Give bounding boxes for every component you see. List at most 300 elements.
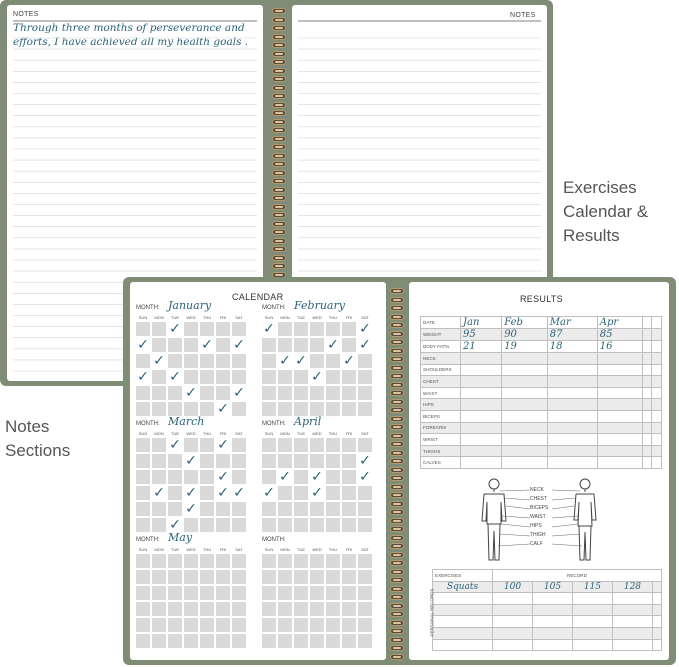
calendar-day-cell [262, 570, 276, 584]
results-cell [597, 445, 642, 457]
calendar-day-cell [262, 454, 276, 468]
spiral-ring [390, 424, 404, 430]
weekday-label: MON [280, 315, 290, 320]
results-cell [652, 410, 662, 422]
calendar-day-cell [184, 470, 198, 484]
calendar-day-cell [232, 634, 246, 648]
results-row-label: WRIST [421, 434, 461, 446]
results-cell [502, 387, 548, 399]
spiral-ring [390, 348, 404, 354]
checkmark-icon: ✓ [359, 321, 371, 337]
body-label: NECK [530, 487, 544, 493]
calendar-day-cell [326, 518, 340, 532]
calendar-day-cell [294, 402, 308, 416]
notes-sections-label [5, 415, 70, 463]
calendar-day-cell [184, 570, 198, 584]
calendar-day-cell [200, 502, 214, 516]
record-cell [612, 616, 652, 628]
spiral-ring [390, 467, 404, 473]
weekday-label: SAT [361, 431, 369, 436]
record-cell [532, 593, 572, 605]
weekday-label: WED [312, 315, 322, 320]
checkmark-icon: ✓ [153, 353, 165, 369]
calendar-day-cell [278, 518, 292, 532]
calendar-day-cell [200, 586, 214, 600]
calendar-day-cell [136, 554, 150, 568]
calendar-day-cell [184, 518, 198, 532]
results-row [421, 410, 662, 422]
calendar-day-cell [168, 602, 182, 616]
results-cell [547, 353, 597, 365]
weekday-row [136, 547, 246, 552]
spiral-ring [272, 238, 286, 244]
calendar-day-cell [278, 338, 292, 352]
weekday-label: SUN [264, 315, 274, 320]
results-cell [502, 376, 548, 388]
calendar-day-cell [200, 486, 214, 500]
record-row [433, 581, 662, 593]
checkmark-icon: ✓ [185, 453, 197, 469]
calendar-day-cell [136, 354, 150, 368]
checkmark-icon: ✓ [311, 485, 323, 501]
weekday-label: WED [186, 431, 196, 436]
results-cell [547, 387, 597, 399]
calendar-day-cell [326, 354, 340, 368]
results-cell: 18 [547, 341, 597, 353]
weekday-label: MON [280, 547, 290, 552]
results-cell [461, 399, 502, 411]
calendar-day-cell [310, 386, 324, 400]
calendar-day-cell [232, 602, 246, 616]
calendar-day-cell [136, 586, 150, 600]
weekday-label: THU [202, 431, 212, 436]
calendar-day-cell [294, 554, 308, 568]
weekday-label: TUE [297, 315, 305, 320]
calendar-day-cell [136, 502, 150, 516]
checkmark-icon: ✓ [153, 485, 165, 501]
weekday-row [262, 315, 372, 320]
month-name: January [168, 299, 212, 312]
weekday-label: TUE [171, 547, 179, 552]
calendar-day-cell [358, 486, 372, 500]
results-cell [642, 457, 652, 469]
weekday-label: TUE [297, 431, 305, 436]
results-cell [547, 434, 597, 446]
weekday-label: SAT [235, 547, 243, 552]
spiral-ring [390, 441, 404, 447]
spiral-ring [390, 645, 404, 651]
spiral-ring [272, 76, 286, 82]
results-row-label: NECK [421, 353, 461, 365]
results-cell [642, 445, 652, 457]
results-row [421, 434, 662, 446]
calendar-day-cell [262, 634, 276, 648]
results-cell [597, 434, 642, 446]
calendar-day-cell [216, 386, 230, 400]
results-cell [652, 341, 662, 353]
calendar-day-cell [358, 586, 372, 600]
results-cell: Mar [547, 317, 597, 329]
spiral-ring [272, 8, 286, 14]
calendar-day-cell [184, 338, 198, 352]
calendar-day-cell [152, 602, 166, 616]
record-cell [433, 639, 493, 651]
results-cell [502, 457, 548, 469]
results-cell [652, 329, 662, 341]
calendar-day-cell [310, 354, 324, 368]
checkmark-icon: ✓ [343, 353, 355, 369]
weekday-label: THU [202, 547, 212, 552]
calendar-day-cell [294, 586, 308, 600]
calendar-day-cell [216, 354, 230, 368]
month-label: MONTH: [262, 305, 286, 311]
spiral-ring [390, 365, 404, 371]
spiral-ring [390, 620, 404, 626]
checkmark-icon: ✓ [233, 337, 245, 353]
checkmark-icon: ✓ [233, 385, 245, 401]
calendar-day-cell [278, 618, 292, 632]
spiral-ring [390, 407, 404, 413]
checkmark-icon: ✓ [233, 485, 245, 501]
calendar-day-cell [278, 602, 292, 616]
notes-sections-line1: Notes [5, 417, 50, 436]
calendar-day-cell [200, 370, 214, 384]
record-cell: 115 [572, 581, 612, 593]
results-cell: 21 [461, 341, 502, 353]
weekday-label: WED [312, 431, 322, 436]
exercises-label-line1: Exercises [563, 178, 637, 197]
spiral-ring [390, 552, 404, 558]
exercises-label [563, 176, 648, 248]
results-cell: 87 [547, 329, 597, 341]
calendar-day-cell [294, 338, 308, 352]
checkmark-icon: ✓ [169, 321, 181, 337]
calendar-day-cell [232, 618, 246, 632]
record-cell [612, 593, 652, 605]
calendar-day-cell [232, 502, 246, 516]
calendar-day-cell [342, 602, 356, 616]
calendar-day-cell [278, 486, 292, 500]
spiral-ring [390, 518, 404, 524]
calendar-day-cell [342, 322, 356, 336]
calendar-day-cell [136, 438, 150, 452]
calendar-day-cell [342, 454, 356, 468]
month-label: MONTH: [136, 537, 160, 543]
calendar-day-cell [342, 618, 356, 632]
calendar-day-cell [342, 402, 356, 416]
calendar-day-cell [262, 402, 276, 416]
calendar-day-cell [294, 386, 308, 400]
results-cell [642, 434, 652, 446]
results-cell [597, 457, 642, 469]
calendar-day-cell [310, 402, 324, 416]
weekday-row [262, 431, 372, 436]
calendar-day-cell [342, 570, 356, 584]
results-cell [502, 353, 548, 365]
calendar-day-cell [184, 402, 198, 416]
calendar-day-cell [232, 518, 246, 532]
weekday-label: WED [186, 315, 196, 320]
calendar-day-cell [278, 502, 292, 516]
calendar-day-cell [310, 454, 324, 468]
spiral-ring [272, 136, 286, 142]
calendar-day-cell [310, 602, 324, 616]
results-cell [547, 457, 597, 469]
results-cell [502, 434, 548, 446]
record-cell: 105 [532, 581, 572, 593]
weekday-label: TUE [171, 315, 179, 320]
weekday-label: FRI [219, 315, 227, 320]
checkmark-icon: ✓ [295, 353, 307, 369]
calendar-day-cell [294, 602, 308, 616]
results-cell [461, 422, 502, 434]
month-label: MONTH: [136, 305, 160, 311]
record-cell [532, 627, 572, 639]
calendar-day-cell [168, 486, 182, 500]
weekday-label: THU [202, 315, 212, 320]
record-cell [572, 627, 612, 639]
spiral-ring [272, 42, 286, 48]
record-cell [612, 639, 652, 651]
results-cell [642, 341, 652, 353]
results-row-label: HIPS [421, 399, 461, 411]
results-row-label: BICEPS [421, 410, 461, 422]
weekday-label: FRI [219, 431, 227, 436]
record-cell [493, 639, 533, 651]
calendar-day-cell [358, 438, 372, 452]
calendar-day-cell [152, 502, 166, 516]
calendar-day-cell [168, 338, 182, 352]
checkmark-icon: ✓ [217, 469, 229, 485]
body-label: CHEST [530, 496, 547, 502]
results-cell [652, 434, 662, 446]
calendar-day-cell [136, 322, 150, 336]
results-cell [597, 387, 642, 399]
results-cell: 85 [597, 329, 642, 341]
calendar-day-cell [342, 502, 356, 516]
spiral-ring [272, 127, 286, 133]
results-cell [652, 364, 662, 376]
checkmark-icon: ✓ [137, 337, 149, 353]
checkmark-icon: ✓ [185, 501, 197, 517]
calendar-day-cell [278, 438, 292, 452]
calendar-day-cell [152, 634, 166, 648]
results-cell [652, 376, 662, 388]
record-cell [652, 604, 661, 616]
results-cell [547, 399, 597, 411]
results-cell [652, 457, 662, 469]
results-cell [652, 399, 662, 411]
spiral-ring [390, 331, 404, 337]
record-cell [652, 581, 661, 593]
calendar-day-cell [310, 586, 324, 600]
calendar-day-cell [310, 618, 324, 632]
calendar-day-cell [216, 322, 230, 336]
checkmark-icon: ✓ [169, 517, 181, 533]
calendar-day-cell [152, 322, 166, 336]
results-cell [597, 410, 642, 422]
record-cell [493, 616, 533, 628]
calendar-day-cell [278, 586, 292, 600]
calendar-day-cell [262, 554, 276, 568]
calendar-day-cell [168, 354, 182, 368]
checkmark-icon: ✓ [359, 337, 371, 353]
calendar-day-cell [326, 570, 340, 584]
spiral-ring [272, 119, 286, 125]
calendar-day-cell [294, 454, 308, 468]
results-cell [597, 376, 642, 388]
results-row-label: SHOULDERS [421, 364, 461, 376]
results-row-label: WEIGHT [421, 329, 461, 341]
calendar-day-cell [136, 486, 150, 500]
calendar-day-cell [294, 470, 308, 484]
results-cell [597, 399, 642, 411]
calendar-day-cell [168, 454, 182, 468]
personal-records-table [429, 569, 662, 651]
results-cell [597, 422, 642, 434]
calendar-day-cell [278, 554, 292, 568]
calendar-day-cell [358, 354, 372, 368]
results-cell [652, 387, 662, 399]
results-cell [502, 399, 548, 411]
calendar-day-cell [216, 502, 230, 516]
weekday-label: SUN [264, 547, 274, 552]
weekday-label: MON [280, 431, 290, 436]
calendar-day-cell [152, 554, 166, 568]
record-cell [532, 616, 572, 628]
calendar-day-cell [232, 402, 246, 416]
spiral-ring [390, 603, 404, 609]
spiral-ring [272, 110, 286, 116]
results-cell: 16 [597, 341, 642, 353]
calendar-day-cell [326, 554, 340, 568]
weekday-row [136, 431, 246, 436]
record-row [433, 639, 662, 651]
calendar-day-cell [294, 486, 308, 500]
weekday-label: THU [328, 315, 338, 320]
spiral-ring [272, 229, 286, 235]
calendar-day-cell [200, 454, 214, 468]
month-label: MONTH: [262, 421, 286, 427]
spiral-ring [390, 509, 404, 515]
results-cell [547, 364, 597, 376]
results-row-label: CALVES [421, 457, 461, 469]
calendar-day-cell [262, 354, 276, 368]
results-row [421, 341, 662, 353]
checkmark-icon: ✓ [169, 437, 181, 453]
spiral-ring [272, 212, 286, 218]
results-title: RESULTS [520, 294, 563, 304]
spiral-ring [390, 654, 404, 660]
calendar-day-cell [216, 454, 230, 468]
results-row [421, 317, 662, 329]
spiral-ring [272, 178, 286, 184]
record-header: RECORD [493, 570, 662, 582]
checkmark-icon: ✓ [279, 353, 291, 369]
calendar-day-cell [294, 618, 308, 632]
results-cell [642, 399, 652, 411]
calendar-day-cell [216, 586, 230, 600]
calendar-day-cell [342, 586, 356, 600]
results-cell [652, 445, 662, 457]
spiral-ring [390, 390, 404, 396]
record-row [433, 616, 662, 628]
calendar-day-cell [200, 470, 214, 484]
spiral-ring [390, 501, 404, 507]
calendar-day-cell [136, 602, 150, 616]
calendar-day-cell [278, 402, 292, 416]
calendar-day-cell [184, 354, 198, 368]
weekday-label: TUE [171, 431, 179, 436]
calendar-day-cell [152, 402, 166, 416]
calendar-day-cell [232, 470, 246, 484]
record-row [433, 627, 662, 639]
calendar-grid [136, 322, 246, 416]
calendar-day-cell [152, 370, 166, 384]
calendar-grid [136, 438, 246, 532]
calendar-day-cell [136, 402, 150, 416]
results-row [421, 399, 662, 411]
checkmark-icon: ✓ [359, 453, 371, 469]
spiral-ring [390, 433, 404, 439]
results-row-label: BODY FAT% [421, 341, 461, 353]
record-cell [433, 627, 493, 639]
spiral-ring [390, 297, 404, 303]
weekday-label: SAT [235, 315, 243, 320]
spiral-ring [390, 314, 404, 320]
calendar-day-cell [262, 586, 276, 600]
calendar-day-cell [310, 554, 324, 568]
calendar-day-cell [278, 634, 292, 648]
calendar-day-cell [200, 322, 214, 336]
results-cell [642, 364, 652, 376]
calendar-day-cell [200, 634, 214, 648]
spiral-ring [390, 399, 404, 405]
results-row-label: THIGHS [421, 445, 461, 457]
calendar-day-cell [294, 518, 308, 532]
record-cell: 100 [493, 581, 533, 593]
calendar-day-cell [216, 634, 230, 648]
weekday-label: FRI [345, 431, 353, 436]
calendar-day-cell [216, 370, 230, 384]
calendar-day-cell [232, 554, 246, 568]
results-row [421, 387, 662, 399]
results-row [421, 376, 662, 388]
results-cell: Feb [502, 317, 548, 329]
month-label: MONTH: [136, 421, 160, 427]
month-name: May [168, 531, 193, 544]
results-cell [502, 422, 548, 434]
spiral-ring [272, 170, 286, 176]
calendar-day-cell [200, 518, 214, 532]
spiral-ring [390, 637, 404, 643]
calendar-day-cell [342, 554, 356, 568]
month-name: February [294, 299, 345, 312]
spiral-ring [390, 356, 404, 362]
spiral-ring [272, 68, 286, 74]
spiral-ring [390, 305, 404, 311]
calendar-day-cell [294, 570, 308, 584]
weekday-label: TUE [297, 547, 305, 552]
results-row-label: WAIST [421, 387, 461, 399]
calendar-day-cell [262, 370, 276, 384]
spiral-ring [390, 322, 404, 328]
calendar-day-cell [342, 518, 356, 532]
calendar-day-cell [294, 370, 308, 384]
results-cell [652, 317, 662, 329]
calendar-day-cell [136, 570, 150, 584]
calendar-day-cell [310, 570, 324, 584]
